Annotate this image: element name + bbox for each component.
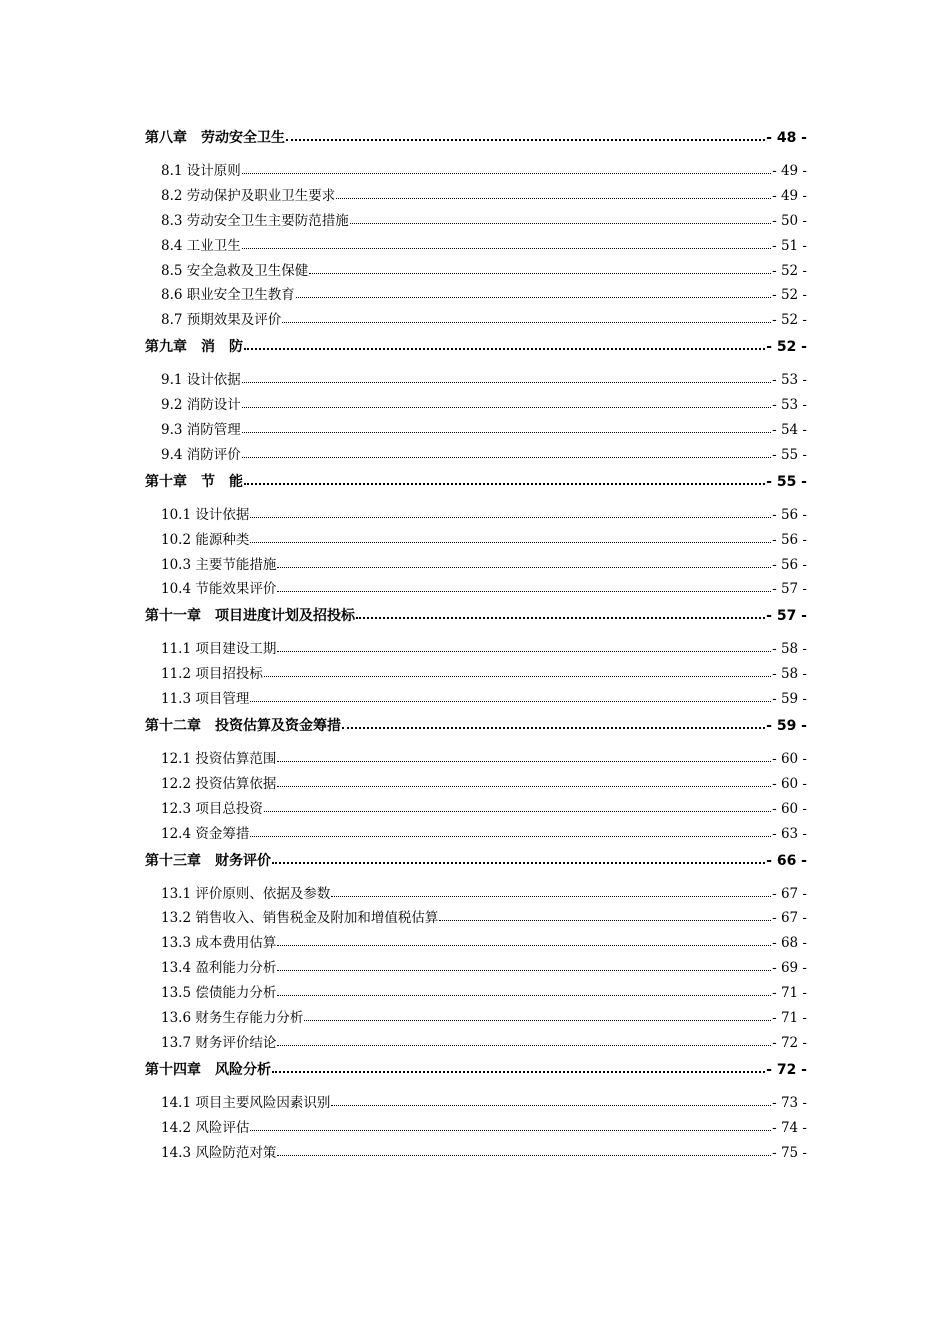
toc-entry-page-number: - 72 -: [766, 1061, 807, 1078]
dot-leader: [277, 1033, 771, 1047]
dot-leader: [242, 371, 771, 385]
dot-leader: [244, 472, 765, 486]
toc-entry-title: 第十四章 风险分析: [145, 1061, 271, 1078]
toc-section-entry[interactable]: [145, 981, 807, 1006]
toc-entry-title: 14.1 项目主要风险因素识别: [161, 1094, 331, 1111]
toc-entry-page-number: - 53 -: [772, 397, 807, 414]
toc-section-entry[interactable]: [145, 308, 807, 333]
toc-entry-page-number: - 48 -: [766, 130, 807, 146]
toc-section-entry[interactable]: [145, 906, 807, 931]
toc-chapter-entry[interactable]: [145, 124, 807, 159]
toc-entry-page-number: - 55 -: [766, 473, 807, 490]
toc-entry-page-number: - 67 -: [772, 910, 807, 927]
toc-entry-title: 13.4 盈利能力分析: [161, 960, 277, 977]
toc-section-entry[interactable]: [145, 822, 807, 847]
toc-section-entry[interactable]: [145, 1031, 807, 1056]
toc-chapter-entry[interactable]: [145, 468, 807, 503]
toc-entry-title: 12.4 资金筹措: [161, 825, 250, 842]
toc-entry-page-number: - 75 -: [772, 1144, 807, 1161]
toc-chapter-entry[interactable]: [145, 1056, 807, 1091]
toc-entry-page-number: - 54 -: [772, 422, 807, 439]
dot-leader: [282, 311, 771, 325]
toc-entry-page-number: - 58 -: [772, 641, 807, 658]
dot-leader: [277, 984, 771, 998]
toc-section-entry[interactable]: [145, 159, 807, 184]
dot-leader: [242, 396, 771, 410]
dot-leader: [250, 505, 771, 519]
dot-leader: [439, 909, 771, 923]
toc-entry-title: 第十二章 投资估算及资金筹措: [145, 718, 341, 735]
toc-entry-title: 14.2 风险评估: [161, 1119, 250, 1136]
toc-entry-title: 11.3 项目管理: [161, 691, 250, 708]
toc-chapter-entry[interactable]: [145, 333, 807, 368]
toc-section-entry[interactable]: [145, 931, 807, 956]
dot-leader: [277, 934, 771, 948]
dot-leader: [277, 750, 771, 764]
toc-entry-page-number: - 49 -: [772, 187, 807, 204]
toc-entry-title: 12.1 投资估算范围: [161, 751, 277, 768]
toc-entry-page-number: - 53 -: [772, 372, 807, 389]
toc-entry-title: 11.1 项目建设工期: [161, 641, 277, 658]
toc-entry-page-number: - 63 -: [772, 825, 807, 842]
toc-section-entry[interactable]: [145, 1006, 807, 1031]
toc-entry-page-number: - 59 -: [772, 691, 807, 708]
dot-leader: [277, 959, 771, 973]
toc-entry-page-number: - 52 -: [766, 339, 807, 356]
toc-section-entry[interactable]: [145, 797, 807, 822]
toc-section-entry[interactable]: [145, 1141, 807, 1166]
toc-entry-page-number: - 56 -: [772, 531, 807, 548]
toc-section-entry[interactable]: [145, 503, 807, 528]
dot-leader: [250, 690, 771, 704]
dot-leader: [356, 606, 765, 620]
toc-entry-page-number: - 66 -: [766, 852, 807, 869]
toc-section-entry[interactable]: [145, 528, 807, 553]
toc-entry-title: 第十三章 财务评价: [145, 852, 271, 869]
toc-entry-page-number: - 57 -: [766, 608, 807, 625]
toc-entry-title: 9.1 设计依据: [161, 372, 241, 389]
toc-entry-page-number: - 55 -: [772, 446, 807, 463]
toc-section-entry[interactable]: [145, 259, 807, 284]
toc-section-entry[interactable]: [145, 553, 807, 578]
toc-section-entry[interactable]: [145, 662, 807, 687]
toc-entry-title: 13.2 销售收入、销售税金及附加和增值税估算: [161, 910, 439, 927]
toc-entry-title: 8.3 劳动安全卫生主要防范措施: [161, 212, 349, 229]
dot-leader: [242, 421, 771, 435]
toc-entry-title: 10.3 主要节能措施: [161, 556, 277, 573]
dot-leader: [304, 1009, 771, 1023]
toc-entry-page-number: - 68 -: [772, 935, 807, 952]
toc-entry-page-number: - 51 -: [772, 237, 807, 254]
toc-entry-title: 第九章 消 防: [145, 339, 243, 356]
toc-chapter-entry[interactable]: [145, 847, 807, 882]
toc-section-entry[interactable]: [145, 772, 807, 797]
dot-leader: [277, 555, 771, 569]
dot-leader: [272, 1060, 765, 1074]
toc-entry-title: 8.6 职业安全卫生教育: [161, 287, 295, 304]
dot-leader: [264, 799, 771, 813]
toc-section-entry[interactable]: [145, 443, 807, 468]
toc-section-entry[interactable]: [145, 418, 807, 443]
toc-section-entry[interactable]: [145, 209, 807, 234]
dot-leader: [286, 128, 765, 142]
toc-entry-title: 10.1 设计依据: [161, 506, 250, 523]
dot-leader: [331, 884, 771, 898]
toc-entry-page-number: - 52 -: [772, 262, 807, 279]
toc-entry-title: 第十一章 项目进度计划及招投标: [145, 608, 355, 625]
toc-entry-page-number: - 56 -: [772, 506, 807, 523]
dot-leader: [331, 1093, 771, 1107]
toc-section-entry[interactable]: [145, 234, 807, 259]
toc-section-entry[interactable]: [145, 882, 807, 907]
toc-entry-page-number: - 52 -: [772, 287, 807, 304]
toc-entry-page-number: - 67 -: [772, 885, 807, 902]
toc-section-entry[interactable]: [145, 1116, 807, 1141]
toc-entry-title: 第八章 劳动安全卫生: [145, 130, 285, 146]
toc-entry-page-number: - 60 -: [772, 800, 807, 817]
dot-leader: [242, 162, 771, 176]
dot-leader: [336, 186, 771, 200]
toc-entry-page-number: - 49 -: [772, 163, 807, 179]
toc-entry-page-number: - 71 -: [772, 1010, 807, 1027]
toc-section-entry[interactable]: [145, 393, 807, 418]
toc-entry-page-number: - 58 -: [772, 666, 807, 683]
toc-entry-title: 13.6 财务生存能力分析: [161, 1010, 304, 1027]
toc-entry-page-number: - 72 -: [772, 1034, 807, 1051]
toc-entry-page-number: - 69 -: [772, 960, 807, 977]
toc-entry-page-number: - 74 -: [772, 1119, 807, 1136]
toc-entry-page-number: - 60 -: [772, 751, 807, 768]
toc-entry-title: 12.2 投资估算依据: [161, 775, 277, 792]
dot-leader: [242, 236, 771, 250]
toc-entry-page-number: - 59 -: [766, 718, 807, 735]
dot-leader: [250, 530, 771, 544]
dot-leader: [342, 716, 765, 730]
toc-section-entry[interactable]: [145, 637, 807, 662]
toc-entry-title: 8.1 设计原则: [161, 163, 241, 179]
toc-entry-title: 13.1 评价原则、依据及参数: [161, 885, 331, 902]
dot-leader: [277, 1143, 771, 1157]
dot-leader: [296, 286, 771, 300]
toc-entry-title: 9.2 消防设计: [161, 397, 241, 414]
toc-section-entry[interactable]: [145, 368, 807, 393]
dot-leader: [350, 211, 771, 225]
toc-entry-title: 8.5 安全急救及卫生保健: [161, 262, 309, 279]
toc-entry-title: 13.3 成本费用估算: [161, 935, 277, 952]
toc-entry-page-number: - 73 -: [772, 1094, 807, 1111]
toc-entry-title: 9.4 消防评价: [161, 446, 241, 463]
toc-entry-title: 13.5 偿债能力分析: [161, 985, 277, 1002]
dot-leader: [277, 640, 771, 654]
dot-leader: [250, 1118, 771, 1132]
toc-entry-title: 9.3 消防管理: [161, 422, 241, 439]
toc-section-entry[interactable]: [145, 184, 807, 209]
toc-section-entry[interactable]: [145, 956, 807, 981]
toc-entry-title: 第十章 节 能: [145, 473, 243, 490]
toc-chapter-entry[interactable]: [145, 602, 807, 637]
dot-leader: [242, 445, 771, 459]
toc-chapter-entry[interactable]: [145, 712, 807, 747]
dot-leader: [309, 261, 771, 275]
toc-entry-title: 8.7 预期效果及评价: [161, 312, 282, 329]
dot-leader: [244, 337, 765, 351]
toc-entry-title: 13.7 财务评价结论: [161, 1034, 277, 1051]
toc-section-entry[interactable]: [145, 1091, 807, 1116]
toc-entry-page-number: - 52 -: [772, 312, 807, 329]
toc-section-entry[interactable]: [145, 747, 807, 772]
toc-entry-page-number: - 56 -: [772, 556, 807, 573]
dot-leader: [250, 824, 771, 838]
toc-entry-page-number: - 50 -: [772, 212, 807, 229]
toc-entry-title: 12.3 项目总投资: [161, 800, 263, 817]
toc-entry-title: 11.2 项目招投标: [161, 666, 263, 683]
toc-section-entry[interactable]: [145, 283, 807, 308]
dot-leader: [277, 580, 771, 594]
toc-entry-title: 8.2 劳动保护及职业卫生要求: [161, 187, 336, 204]
table-of-contents: [145, 124, 807, 1166]
dot-leader: [264, 665, 771, 679]
toc-entry-page-number: - 57 -: [772, 581, 807, 598]
toc-entry-title: 14.3 风险防范对策: [161, 1144, 277, 1161]
toc-entry-page-number: - 71 -: [772, 985, 807, 1002]
dot-leader: [277, 774, 771, 788]
toc-entry-title: 10.2 能源种类: [161, 531, 250, 548]
dot-leader: [272, 851, 765, 865]
toc-entry-page-number: - 60 -: [772, 775, 807, 792]
toc-section-entry[interactable]: [145, 687, 807, 712]
toc-entry-title: 10.4 节能效果评价: [161, 581, 277, 598]
toc-entry-title: 8.4 工业卫生: [161, 237, 241, 254]
toc-section-entry[interactable]: [145, 577, 807, 602]
